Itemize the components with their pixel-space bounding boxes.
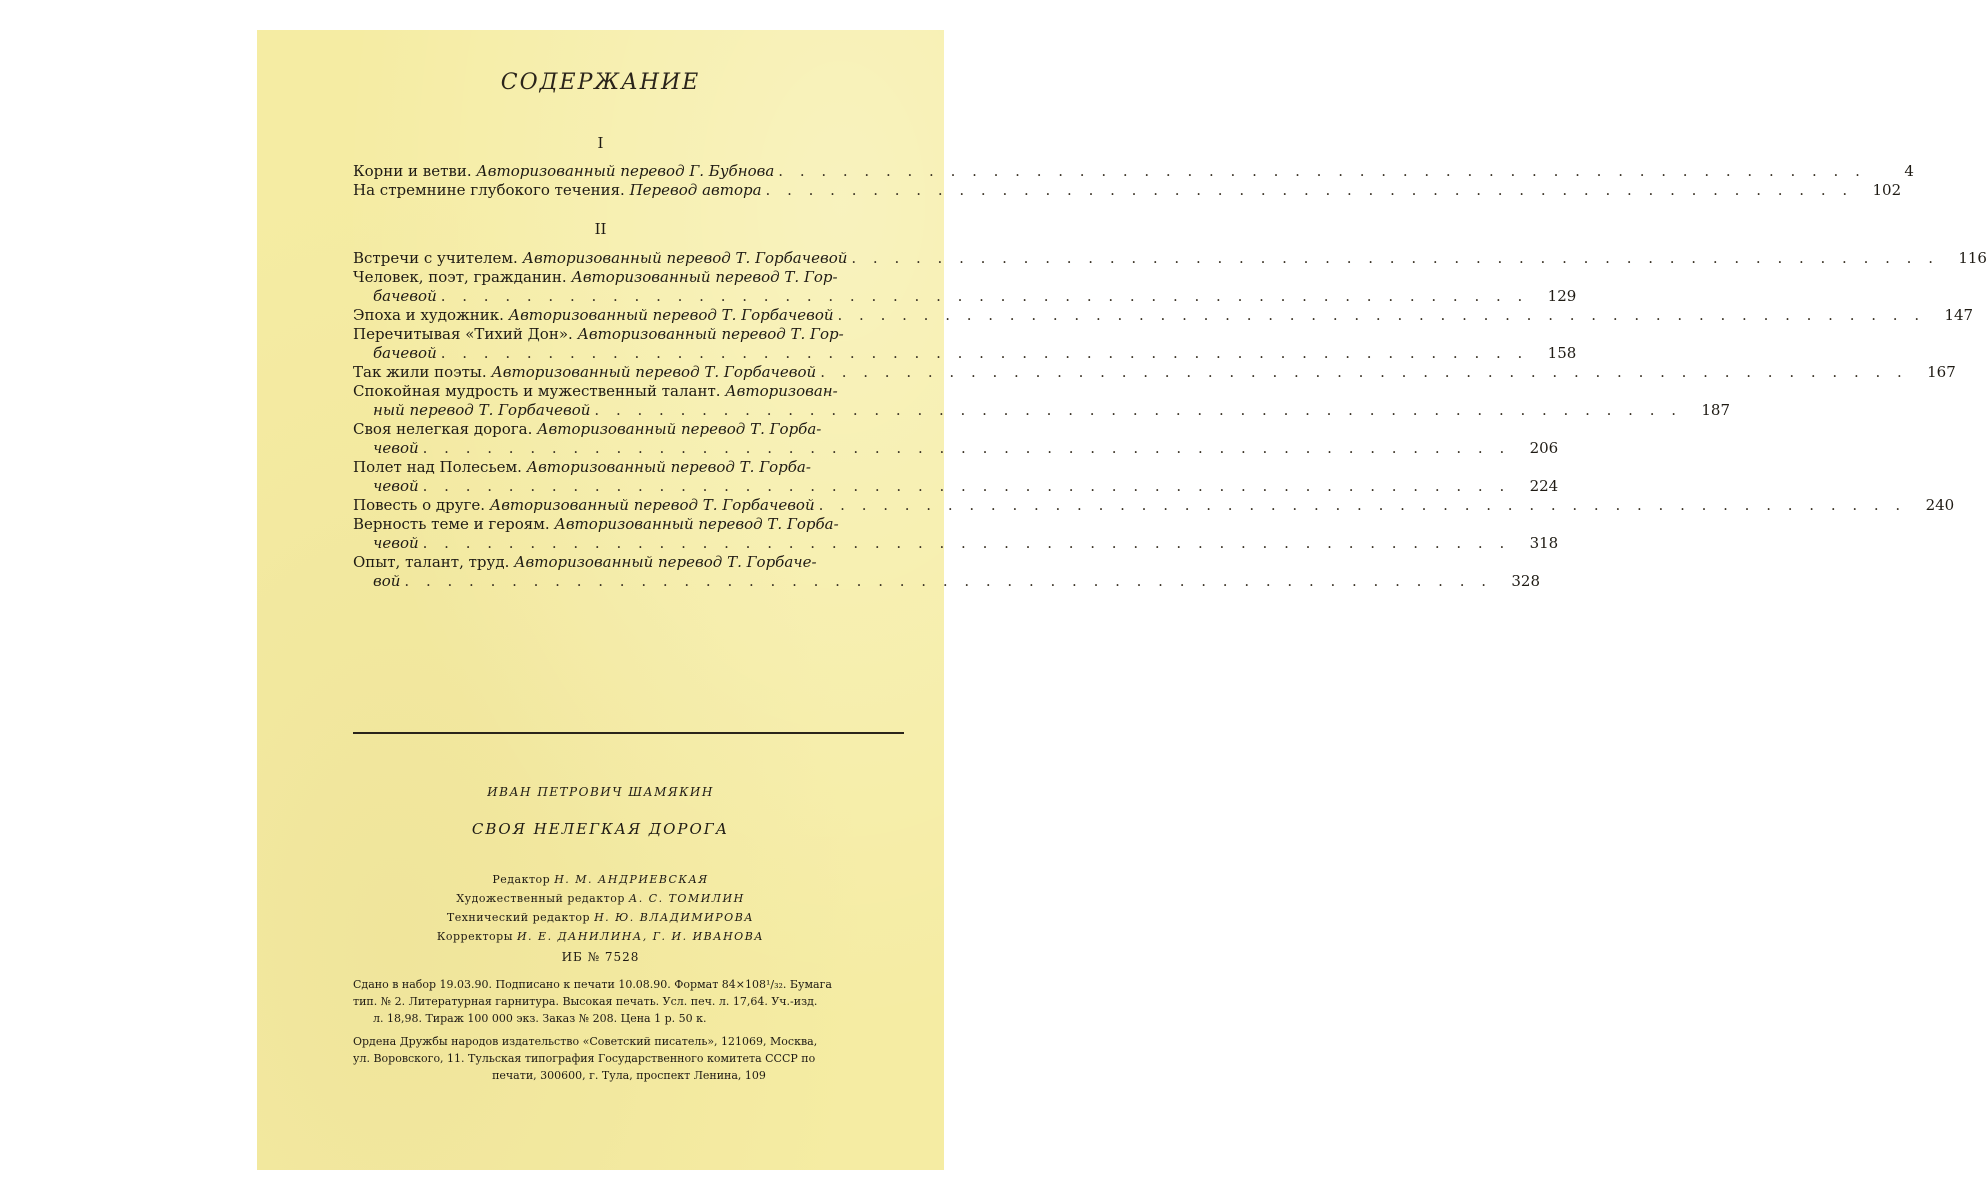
leader-dots: . . . . . . . . . . . . . . . . . . . . . . . . . . . . . . . . . . . . . . . . . . . . . . . . . . . <box>440 344 1529 362</box>
toc-entry <box>353 249 1987 268</box>
toc-entry-continuation: бачевой <box>373 344 437 362</box>
section-label-2: II <box>594 220 607 238</box>
page-number: 102 <box>1872 181 1902 199</box>
leader-dots: . . . . . . . . . . . . . . . . . . . . . . . . . . . . . . . . . . . . . . . . . . . . . . . . . . . <box>422 439 1511 457</box>
leader-dots: . . . . . . . . . . . . . . . . . . . . . . . . . . . . . . . . . . . . . . . . . . . . . . . . . . . <box>851 249 1939 267</box>
credit-line: Технический редактор Н. Ю. ВЛАДИМИРОВА <box>446 911 755 924</box>
toc-entry-line <box>353 287 1577 306</box>
toc-entry-line <box>353 363 1956 382</box>
toc-entry-title: Эпоха и художник. <box>353 306 504 324</box>
toc-entry-translator: Авторизованный перевод Т. Горбаче- <box>514 553 817 571</box>
toc-entry <box>353 268 1577 306</box>
toc-entry-line <box>353 458 905 477</box>
leader-dots: . . . . . . . . . . . . . . . . . . . . . . . . . . . . . . . . . . . . . . . . . . . . . . . . . . . <box>440 287 1529 305</box>
page-number: 4 <box>1904 162 1914 180</box>
toc-entry-translator: Авторизован- <box>725 382 838 400</box>
page-number: 129 <box>1547 287 1577 305</box>
toc-entry-title: Перечитывая «Тихий Дон». <box>353 325 573 343</box>
book-page <box>257 30 1987 1170</box>
toc-entry-continuation: чевой <box>373 477 419 495</box>
page-number: 224 <box>1529 477 1559 495</box>
credit-line: Художественный редактор А. С. ТОМИЛИН <box>456 892 745 905</box>
toc-entry-translator: Авторизованный перевод Т. Горбачевой <box>522 249 848 267</box>
toc-entry-title: Полет над Полесьем. <box>353 458 522 476</box>
toc-entry-line <box>353 325 905 344</box>
toc-entry <box>353 496 1955 515</box>
book-title: СВОЯ НЕЛЕГКАЯ ДОРОГА <box>471 820 730 838</box>
toc-entry-line <box>353 477 1559 496</box>
toc-entry <box>353 162 1914 181</box>
toc-entry-title: Своя нелегкая дорога. <box>353 420 533 438</box>
divider <box>353 732 904 734</box>
leader-dots: . . . . . . . . . . . . . . . . . . . . . . . . . . . . . . . . . . . . . . . . . . . . . . . . . . . <box>594 401 1682 419</box>
toc-entry-line <box>353 401 1730 420</box>
toc-entry-title: Корни и ветви. <box>353 162 472 180</box>
toc-entry-line <box>353 439 1559 458</box>
toc-entry-translator: Авторизованный перевод Т. Горба- <box>554 515 839 533</box>
leader-dots: . . . . . . . . . . . . . . . . . . . . . . . . . . . . . . . . . . . . . . . . . . . . . . . . . . . <box>422 534 1511 552</box>
toc-entry-translator: Авторизованный перевод Т. Горбачевой <box>508 306 834 324</box>
toc-entry-continuation: чевой <box>373 534 419 552</box>
toc-entry-title: Опыт, талант, труд. <box>353 553 510 571</box>
toc-entry <box>353 553 1540 591</box>
credits <box>257 870 944 946</box>
publisher-line: ул. Воровского, 11. Тульская типография Государственного комитета СССР по <box>353 1052 816 1065</box>
toc-entry-translator: Авторизованный перевод Г. Бубнова <box>476 162 775 180</box>
toc-entry-line <box>353 515 905 534</box>
ib-number: ИБ № 7528 <box>561 950 640 964</box>
toc-entry-line <box>353 249 1987 268</box>
credit-line: Редактор Н. М. АНДРИЕВСКАЯ <box>492 873 709 886</box>
section-label-1: I <box>597 134 604 152</box>
toc-entry-line <box>353 382 905 401</box>
leader-dots: . . . . . . . . . . . . . . . . . . . . . . . . . . . . . . . . . . . . . . . . . . . . . . . . . . . <box>818 496 1907 514</box>
print-details-line: л. 18,98. Тираж 100 000 экз. Заказ № 208. Цена 1 р. 50 к. <box>373 1012 707 1025</box>
toc-entry-line <box>353 420 905 439</box>
toc-entry-translator: Авторизованный перевод Т. Гор- <box>577 325 844 343</box>
toc-entry-translator: Авторизованный перевод Т. Гор- <box>571 268 838 286</box>
leader-dots: . . . . . . . . . . . . . . . . . . . . . . . . . . . . . . . . . . . . . . . . . . . . . . . . . . . <box>765 181 1854 199</box>
credit-line: Корректоры И. Е. ДАНИЛИНА, Г. И. ИВАНОВА <box>436 930 765 943</box>
page-number: 167 <box>1927 363 1956 381</box>
print-details <box>353 976 905 1027</box>
toc-entry-line <box>353 496 1955 515</box>
print-details-line: Сдано в набор 19.03.90. Подписано к печати 10.08.90. Формат 84×108¹/₃₂. Бумага <box>353 978 832 991</box>
leader-dots: . . . . . . . . . . . . . . . . . . . . . . . . . . . . . . . . . . . . . . . . . . . . . . . . . . . <box>778 162 1866 180</box>
toc-entry-line <box>353 162 1914 181</box>
toc-entry-line <box>353 268 905 287</box>
toc-entry-continuation: ный перевод Т. Горбачевой <box>373 401 591 419</box>
toc-entry-title: Верность теме и героям. <box>353 515 550 533</box>
toc-entry-translator: Авторизованный перевод Т. Горба- <box>526 458 811 476</box>
leader-dots: . . . . . . . . . . . . . . . . . . . . . . . . . . . . . . . . . . . . . . . . . . . . . . . . . . . <box>837 306 1926 324</box>
page-number: 147 <box>1944 306 1974 324</box>
toc-entry-title: Спокойная мудрость и мужественный талант. <box>353 382 721 400</box>
toc-entry <box>353 325 1577 363</box>
toc-entry-translator: Авторизованный перевод Т. Горбачевой <box>489 496 815 514</box>
toc-entry-line <box>353 534 1559 553</box>
page-number: 206 <box>1529 439 1559 457</box>
toc-entry-title: Так жили поэты. <box>353 363 487 381</box>
toc-entry-title: Повесть о друге. <box>353 496 486 514</box>
toc-entry <box>353 515 1559 553</box>
toc-entry-title: На стремнине глубокого течения. <box>353 181 625 199</box>
toc-entry <box>353 363 1956 382</box>
publisher-line: печати, 300600, г. Тула, проспект Ленина, 109 <box>492 1069 766 1082</box>
toc-entry-line <box>353 344 1577 363</box>
toc-title: СОДЕРЖАНИЕ <box>500 70 701 95</box>
page-number: 187 <box>1701 401 1730 419</box>
page-number: 328 <box>1511 572 1540 590</box>
toc-entry-continuation: бачевой <box>373 287 437 305</box>
toc-entry-line <box>353 306 1974 325</box>
page-number: 240 <box>1925 496 1955 514</box>
toc-entry <box>353 181 1902 200</box>
page-number: 318 <box>1529 534 1559 552</box>
leader-dots: . . . . . . . . . . . . . . . . . . . . . . . . . . . . . . . . . . . . . . . . . . . . . . . . . . . <box>422 477 1511 495</box>
publisher-info <box>353 1033 905 1084</box>
toc-entry-title: Встречи с учителем. <box>353 249 518 267</box>
toc-entry-translator: Перевод автора <box>629 181 762 199</box>
toc-entry-line <box>353 553 905 572</box>
toc-entry-line <box>353 572 1540 591</box>
page-number: 158 <box>1547 344 1577 362</box>
publisher-line: Ордена Дружбы народов издательство «Советский писатель», 121069, Москва, <box>353 1035 818 1048</box>
page-number: 116 <box>1958 249 1987 267</box>
toc-entry-line <box>353 181 1902 200</box>
toc-entry <box>353 382 1730 420</box>
toc-entry <box>353 458 1559 496</box>
leader-dots: . . . . . . . . . . . . . . . . . . . . . . . . . . . . . . . . . . . . . . . . . . . . . . . . . . . <box>820 363 1908 381</box>
author-name: ИВАН ПЕТРОВИЧ ШАМЯКИН <box>487 785 714 799</box>
toc-entry-continuation: чевой <box>373 439 419 457</box>
toc-entry-continuation: вой <box>373 572 401 590</box>
print-details-line: тип. № 2. Литературная гарнитура. Высокая печать. Усл. печ. л. 17,64. Уч.-изд. <box>353 995 818 1008</box>
toc-entry-translator: Авторизованный перевод Т. Горба- <box>537 420 822 438</box>
leader-dots: . . . . . . . . . . . . . . . . . . . . . . . . . . . . . . . . . . . . . . . . . . . . . . . . . . . <box>404 572 1492 590</box>
toc-entry-translator: Авторизованный перевод Т. Горбачевой <box>491 363 817 381</box>
toc-entry <box>353 306 1974 325</box>
toc-entry <box>353 420 1559 458</box>
toc-entry-title: Человек, поэт, гражданин. <box>353 268 567 286</box>
